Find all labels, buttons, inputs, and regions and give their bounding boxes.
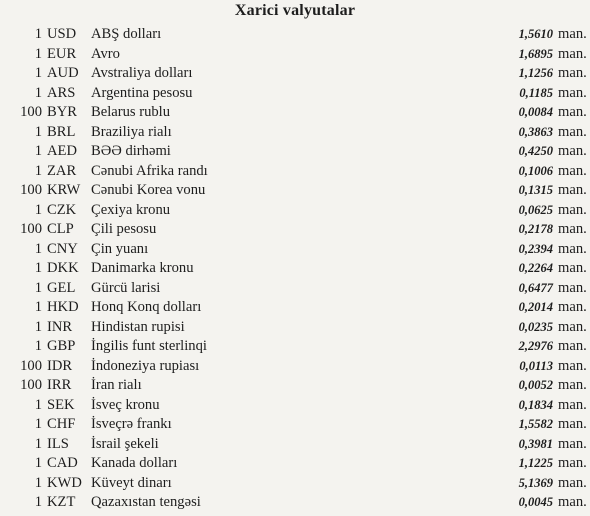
currency-amount: 1	[34, 162, 42, 179]
currency-row	[0, 64, 590, 84]
exchange-rate: 0,3863	[518, 124, 553, 139]
currency-name: İsveçrə frankı	[91, 416, 172, 432]
exchange-rate: 0,2394	[518, 241, 553, 256]
currency-row	[0, 298, 590, 318]
currency-row	[0, 435, 590, 455]
rate-unit: man.	[558, 84, 587, 101]
rate-unit: man.	[558, 201, 587, 218]
currency-row	[0, 103, 590, 123]
rate-unit: man.	[558, 435, 587, 452]
currency-amount: 1	[34, 494, 42, 510]
exchange-rate: 0,3981	[518, 436, 553, 451]
currency-name: Braziliya rialı	[91, 123, 172, 140]
currency-code: CAD	[47, 455, 78, 471]
currency-amount: 1	[34, 299, 42, 315]
currency-name: İndoneziya rupiası	[91, 357, 200, 374]
exchange-rate: 0,0235	[518, 319, 553, 334]
exchange-rate: 0,1315	[518, 183, 553, 197]
currency-name: Argentina pesosu	[91, 84, 193, 101]
exchange-rate: 0,4250	[518, 144, 553, 158]
currency-amount: 1	[34, 338, 42, 354]
currency-code: KRW	[47, 182, 81, 198]
rate-unit: man.	[558, 240, 587, 257]
rate-unit: man.	[558, 221, 587, 237]
currency-code: IDR	[47, 357, 73, 374]
currency-code: ZAR	[47, 162, 77, 179]
currency-code: HKD	[47, 299, 79, 315]
rate-unit: man.	[558, 474, 587, 491]
currency-amount: 1	[34, 123, 42, 140]
rate-unit: man.	[558, 338, 587, 354]
currency-name: Cənubi Afrika randı	[91, 162, 208, 179]
currency-name: Kanada dolları	[91, 455, 178, 471]
currency-name: Cənubi Korea vonu	[91, 182, 206, 198]
currency-name: İsveç kronu	[91, 396, 160, 413]
currency-name: Qazaxıstan tengəsi	[91, 494, 201, 510]
currency-code: INR	[47, 318, 73, 335]
currency-amount: 1	[34, 318, 42, 335]
currency-code: DKK	[47, 260, 79, 276]
currency-row	[0, 84, 590, 104]
exchange-rate: 0,0052	[518, 378, 553, 392]
currency-name: Danimarka kronu	[91, 260, 194, 276]
currency-row	[0, 396, 590, 416]
currency-code: AED	[47, 143, 77, 159]
rate-unit: man.	[558, 279, 587, 296]
currency-row	[0, 123, 590, 143]
rate-unit: man.	[558, 318, 587, 335]
currency-name: İsrail şekeli	[91, 435, 159, 452]
currency-row	[0, 181, 590, 201]
exchange-rate: 0,0045	[518, 495, 553, 509]
currency-code: CZK	[47, 201, 77, 218]
currency-name: Gürcü larisi	[91, 279, 161, 296]
exchange-rate: 1,5582	[518, 417, 553, 431]
currency-amount: 1	[34, 474, 42, 491]
exchange-rate: 0,0113	[519, 358, 553, 373]
currency-code: CNY	[47, 240, 78, 257]
currency-amount: 1	[34, 201, 42, 218]
currency-amount: 1	[34, 455, 42, 471]
currency-amount: 1	[34, 416, 42, 432]
currency-code: KWD	[47, 474, 82, 491]
currency-code: ILS	[47, 435, 69, 452]
currency-name: Çexiya kronu	[91, 201, 171, 218]
currency-amount: 1	[34, 435, 42, 452]
exchange-rate: 1,5610	[518, 27, 553, 41]
currency-amount: 1	[34, 260, 42, 276]
currency-row	[0, 454, 590, 474]
currency-row	[0, 279, 590, 299]
exchange-rate: 0,1006	[518, 163, 553, 178]
currency-code: AUD	[47, 65, 79, 81]
currency-amount: 100	[20, 357, 42, 374]
exchange-rate: 0,1185	[519, 85, 553, 100]
currency-code: GBP	[47, 338, 76, 354]
currency-code: CHF	[47, 416, 76, 432]
currency-amount: 1	[34, 396, 42, 413]
rate-unit: man.	[558, 396, 587, 413]
currency-amount: 1	[34, 26, 42, 42]
exchange-rate: 0,2014	[518, 300, 553, 314]
currency-amount: 1	[34, 45, 42, 62]
rate-unit: man.	[558, 416, 587, 432]
currency-amount: 100	[20, 221, 42, 237]
currency-row	[0, 376, 590, 396]
currency-rows	[0, 25, 590, 513]
rate-unit: man.	[558, 162, 587, 179]
currency-amount: 1	[34, 143, 42, 159]
rate-unit: man.	[558, 455, 587, 471]
rate-unit: man.	[558, 377, 587, 393]
exchange-rate: 0,0084	[518, 105, 553, 119]
currency-name: Avro	[91, 45, 120, 62]
currency-amount: 1	[34, 84, 42, 101]
currency-row	[0, 25, 590, 45]
currency-code: BYR	[47, 104, 78, 120]
rate-unit: man.	[558, 260, 587, 276]
currency-row	[0, 493, 590, 513]
currency-code: USD	[47, 26, 77, 42]
rate-unit: man.	[558, 26, 587, 42]
exchange-rate: 1,1256	[518, 66, 553, 80]
currency-name: Belarus rublu	[91, 104, 171, 120]
currency-row	[0, 45, 590, 65]
currency-row	[0, 415, 590, 435]
currency-code: KZT	[47, 494, 76, 510]
currency-amount: 1	[34, 65, 42, 81]
currency-code: ARS	[47, 84, 76, 101]
currency-name: BƏƏ dirhəmi	[91, 143, 171, 159]
currency-name: Avstraliya dolları	[91, 65, 193, 81]
exchange-rate: 0,1834	[518, 397, 553, 412]
exchange-rate: 0,0625	[518, 202, 553, 217]
currency-code: SEK	[47, 396, 75, 413]
currency-amount: 100	[20, 182, 42, 198]
currency-name: Honq Konq dolları	[91, 299, 202, 315]
currency-code: IRR	[47, 377, 72, 393]
rate-unit: man.	[558, 182, 587, 198]
currency-row	[0, 318, 590, 338]
page-title: Xarici valyutalar	[234, 2, 356, 19]
rate-unit: man.	[558, 143, 587, 159]
exchange-rate: 0,2264	[518, 261, 553, 275]
rate-unit: man.	[558, 299, 587, 315]
currency-row	[0, 201, 590, 221]
currency-row	[0, 337, 590, 357]
exchange-rate: 1,1225	[518, 456, 553, 470]
rate-unit: man.	[558, 494, 587, 510]
currency-row	[0, 220, 590, 240]
currency-amount: 100	[20, 104, 42, 120]
currency-row	[0, 240, 590, 260]
exchange-rate: 2,2976	[518, 339, 553, 353]
currency-name: ABŞ dolları	[91, 26, 162, 42]
currency-amount: 1	[34, 279, 42, 296]
currency-name: Çili pesosu	[91, 221, 157, 237]
currency-amount: 1	[34, 240, 42, 257]
currency-row	[0, 357, 590, 377]
currency-name: Çin yuanı	[91, 240, 149, 257]
currency-name: Küveyt dinarı	[91, 474, 172, 491]
currency-row	[0, 474, 590, 494]
currency-code: GEL	[47, 279, 76, 296]
currency-code: CLP	[47, 221, 74, 237]
currency-row	[0, 259, 590, 279]
currency-row	[0, 162, 590, 182]
currency-name: İngilis funt sterlinqi	[91, 338, 207, 354]
currency-code: EUR	[47, 45, 77, 62]
currency-row	[0, 142, 590, 162]
currency-name: İran rialı	[91, 377, 142, 393]
exchange-rate: 0,6477	[518, 280, 553, 295]
rate-unit: man.	[558, 104, 587, 120]
rate-unit: man.	[558, 123, 587, 140]
exchange-rate: 5,1369	[518, 475, 553, 490]
exchange-rate: 1,6895	[518, 46, 553, 61]
currency-code: BRL	[47, 123, 76, 140]
exchange-rate: 0,2178	[518, 222, 553, 236]
rate-unit: man.	[558, 65, 587, 81]
rate-unit: man.	[558, 357, 587, 374]
currency-amount: 100	[20, 377, 42, 393]
currency-name: Hindistan rupisi	[91, 318, 185, 335]
rate-unit: man.	[558, 45, 587, 62]
